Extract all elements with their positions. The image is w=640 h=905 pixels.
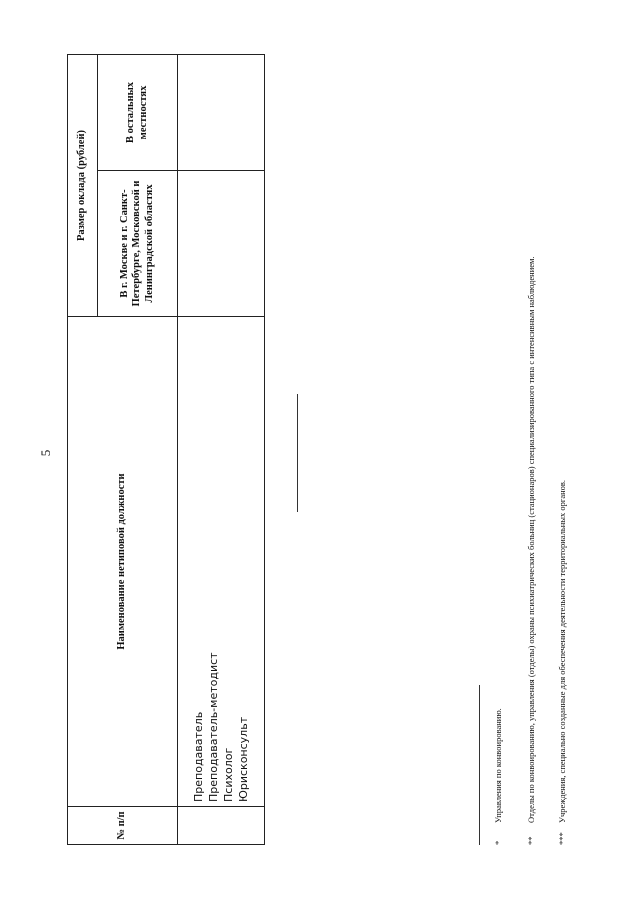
role-item: Юрисконсульт [237,716,250,802]
cell-salary-other [178,54,265,170]
role-item: Психолог [222,747,235,802]
header-position: Наименование нетиповой должности [68,317,178,807]
footnote-2 [526,256,536,845]
footnote-text: Управления по конвоированию. [493,708,503,823]
header-salary-group: Размер оклада (рублей) [68,54,98,316]
footnote-marker: * [493,840,503,845]
footnote-marker: ** [526,836,536,845]
page-number: 5 [38,449,53,457]
footnote-separator-line [479,685,480,845]
role-item: Преподаватель-методист [207,652,220,802]
table-row [178,54,265,844]
footnote-text: Учреждения, специально созданные для обеспечения деятельности территориальных органов. [557,479,567,823]
cell-salary-moscow-spb [178,171,265,317]
header-number: № п/п [68,807,178,845]
footnote-3 [557,480,567,845]
footnote-marker: *** [557,832,567,845]
header-salary-moscow-spb: В г. Москве и г. Санкт-Петербурге, Московской и Ленинградской областях [98,171,178,317]
cell-roles [178,317,265,807]
salary-table [67,54,265,845]
footnote-1 [493,708,503,845]
role-item: Преподаватель [192,711,205,802]
section-separator-line [297,394,298,512]
cell-number [178,807,265,845]
header-salary-other: В остальных местностях [98,54,178,170]
footnote-text: Отделы по конвоированию, управления (отделы) охраны психиатрических больниц (стационаров) специализированного типа с интенсивным наблюдением. [526,256,536,823]
